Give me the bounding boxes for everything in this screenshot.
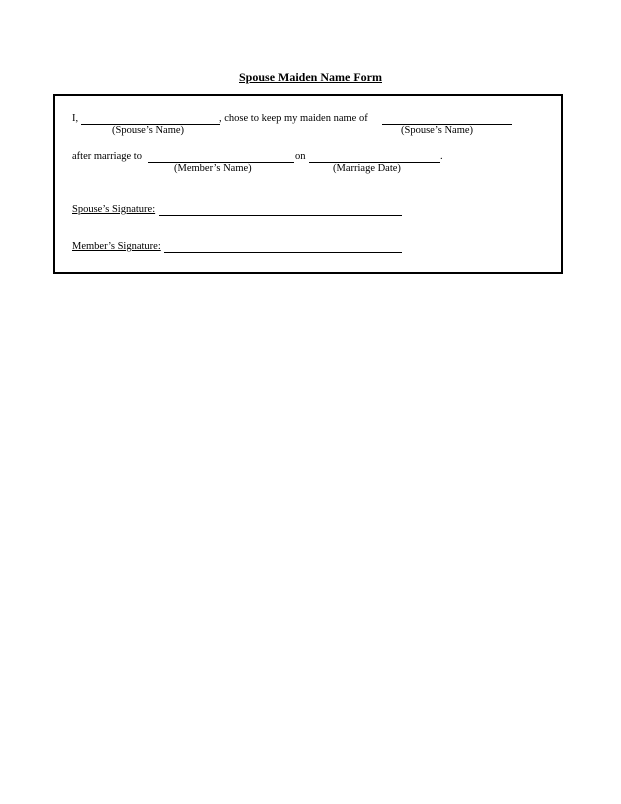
spouse-signature-blank[interactable] — [159, 215, 402, 216]
spouse-name-label-right: (Spouse’s Name) — [401, 125, 474, 136]
form-box — [53, 94, 563, 274]
form-title: Spouse Maiden Name Form — [239, 70, 382, 84]
line2-prefix: after marriage to — [72, 151, 142, 162]
line1-middle: , chose to keep my maiden name of — [219, 113, 368, 124]
member-name-label: (Member’s Name) — [174, 163, 252, 174]
spouse-signature-label: Spouse’s Signature: — [72, 204, 156, 215]
member-signature-label: Member’s Signature: — [72, 241, 161, 252]
line2-end: . — [440, 151, 443, 162]
line1-prefix: I, — [72, 113, 79, 124]
member-signature-blank[interactable] — [164, 252, 402, 253]
spouse-name-label-left: (Spouse’s Name) — [112, 125, 185, 136]
marriage-date-label: (Marriage Date) — [333, 163, 401, 174]
line2-on: on — [295, 151, 306, 162]
